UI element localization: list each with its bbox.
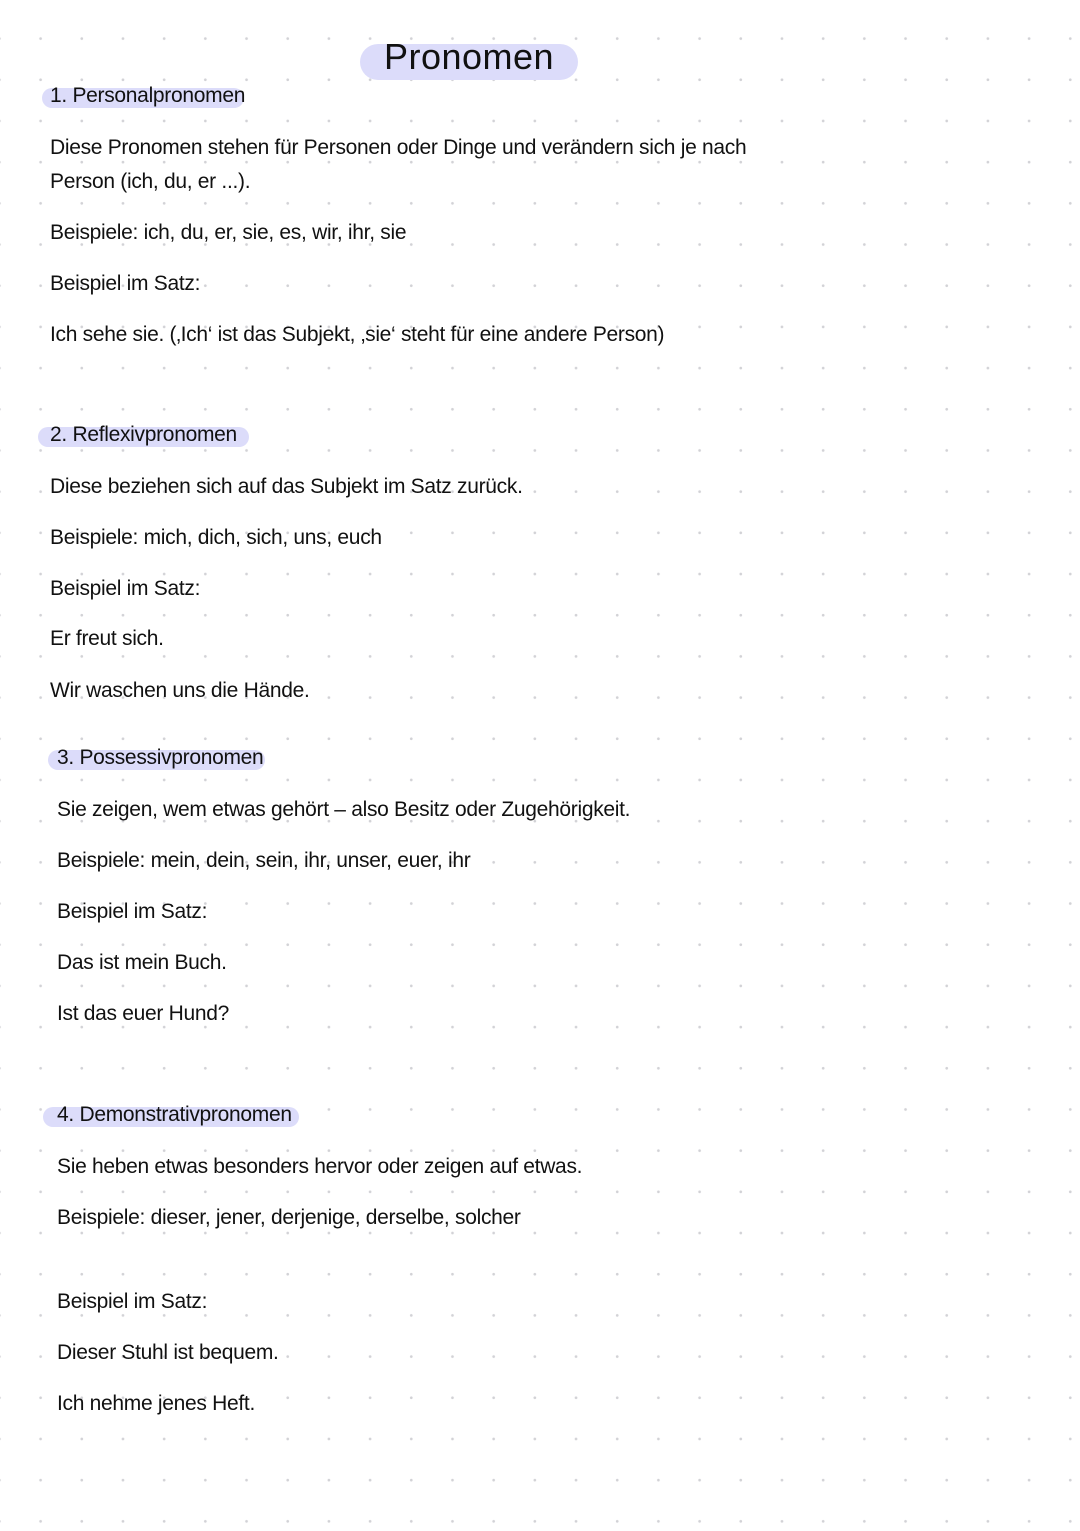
section-1-examples: Beispiele: ich, du, er, sie, es, wir, ihr, sie <box>50 221 407 244</box>
section-2-definition: Diese beziehen sich auf das Subjekt im Satz zurück. <box>50 475 523 498</box>
section-1-definition-line-1: Diese Pronomen stehen für Personen oder Dinge und verändern sich je nach <box>50 136 747 159</box>
section-2-examples: Beispiele: mich, dich, sich, uns, euch <box>50 526 382 549</box>
section-2-example-sentence-2: Wir waschen uns die Hände. <box>50 679 310 702</box>
section-1-definition-line-2: Person (ich, du, er ...). <box>50 170 251 193</box>
section-3-example-label: Beispiel im Satz: <box>57 900 208 923</box>
page-title-text: Pronomen <box>383 36 555 77</box>
section-2-heading: 2. Reflexivpronomen <box>50 423 237 446</box>
section-3-definition: Sie zeigen, wem etwas gehört – also Besitz oder Zugehörigkeit. <box>57 798 631 821</box>
section-1-heading: 1. Personalpronomen <box>50 84 246 107</box>
section-4-definition: Sie heben etwas besonders hervor oder zeigen auf etwas. <box>57 1155 583 1178</box>
section-2-example-sentence-1: Er freut sich. <box>50 627 164 650</box>
section-3-example-sentence-1: Das ist mein Buch. <box>57 951 227 974</box>
section-2-example-label: Beispiel im Satz: <box>50 577 201 600</box>
section-3-examples: Beispiele: mein, dein, sein, ihr, unser, euer, ihr <box>57 849 471 872</box>
section-4-example-label: Beispiel im Satz: <box>57 1290 208 1313</box>
section-1-example-label: Beispiel im Satz: <box>50 272 201 295</box>
page-title <box>360 36 578 80</box>
section-1-example-sentence: Ich sehe sie. (‚Ich‘ ist das Subjekt, ‚sie‘ steht für eine andere Person) <box>50 323 665 346</box>
section-4-example-sentence-1: Dieser Stuhl ist bequem. <box>57 1341 279 1364</box>
section-4-example-sentence-2: Ich nehme jenes Heft. <box>57 1392 255 1415</box>
section-3-heading: 3. Possessivpronomen <box>57 746 264 769</box>
section-4-heading: 4. Demonstrativpronomen <box>57 1103 292 1126</box>
section-3-example-sentence-2: Ist das euer Hund? <box>57 1002 230 1025</box>
section-4-examples: Beispiele: dieser, jener, derjenige, derselbe, solcher <box>57 1206 521 1229</box>
